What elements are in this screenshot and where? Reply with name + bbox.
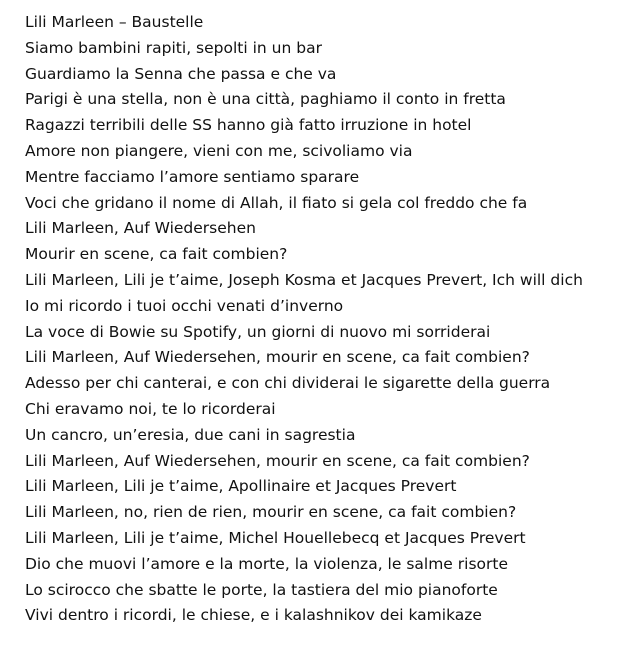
lyric-line: Adesso per chi canterai, e con chi dividerai le sigarette della guerra: [25, 374, 551, 393]
lyric-line: Lo scirocco che sbatte le porte, la tastiera del mio pianoforte: [25, 580, 498, 599]
lyric-line: Lili Marleen, Auf Wiedersehen, mourir en scene, ca fait combien?: [25, 451, 530, 470]
lyric-line: Lili Marleen, Auf Wiedersehen, mourir en scene, ca fait combien?: [25, 348, 530, 367]
lyric-line: Lili Marleen, Lili je t’aime, Apollinaire et Jacques Prevert: [25, 477, 457, 496]
lyric-line: Lili Marleen, Lili je t’aime, Joseph Kosma et Jacques Prevert, Ich will dich: [25, 270, 583, 289]
lyric-line: Voci che gridano il nome di Allah, il fiato si gela col freddo che fa: [25, 193, 528, 212]
lyric-line: Io mi ricordo i tuoi occhi venati d’inverno: [25, 296, 344, 315]
lyric-line: Siamo bambini rapiti, sepolti in un bar: [25, 38, 322, 57]
lyric-line: Parigi è una stella, non è una città, paghiamo il conto in fretta: [25, 90, 506, 109]
lyric-line: Vivi dentro i ricordi, le chiese, e i kalashnikov dei kamikaze: [25, 606, 482, 625]
lyrics-document: [25, 10, 630, 629]
lyric-line: Ragazzi terribili delle SS hanno già fatto irruzione in hotel: [25, 116, 472, 135]
lyric-line: Lili Marleen, Auf Wiedersehen: [25, 219, 256, 238]
lyric-line: Amore non piangere, vieni con me, scivoliamo via: [25, 141, 413, 160]
song-title: Lili Marleen – Baustelle: [25, 13, 204, 31]
lyric-line: Mentre facciamo l’amore sentiamo sparare: [25, 167, 360, 186]
lyric-line: Guardiamo la Senna che passa e che va: [25, 64, 337, 83]
lyric-line: Lili Marleen, no, rien de rien, mourir en scene, ca fait combien?: [25, 503, 517, 522]
lyric-line: Chi eravamo noi, te lo ricorderai: [25, 399, 276, 418]
lyric-line: Dio che muovi l’amore e la morte, la violenza, le salme risorte: [25, 554, 508, 573]
lyric-line: Mourir en scene, ca fait combien?: [25, 245, 288, 264]
lyric-line: Un cancro, un’eresia, due cani in sagrestia: [25, 425, 356, 444]
lyric-line: Lili Marleen, Lili je t’aime, Michel Houellebecq et Jacques Prevert: [25, 528, 526, 547]
lyric-line: La voce di Bowie su Spotify, un giorni di nuovo mi sorriderai: [25, 322, 491, 341]
